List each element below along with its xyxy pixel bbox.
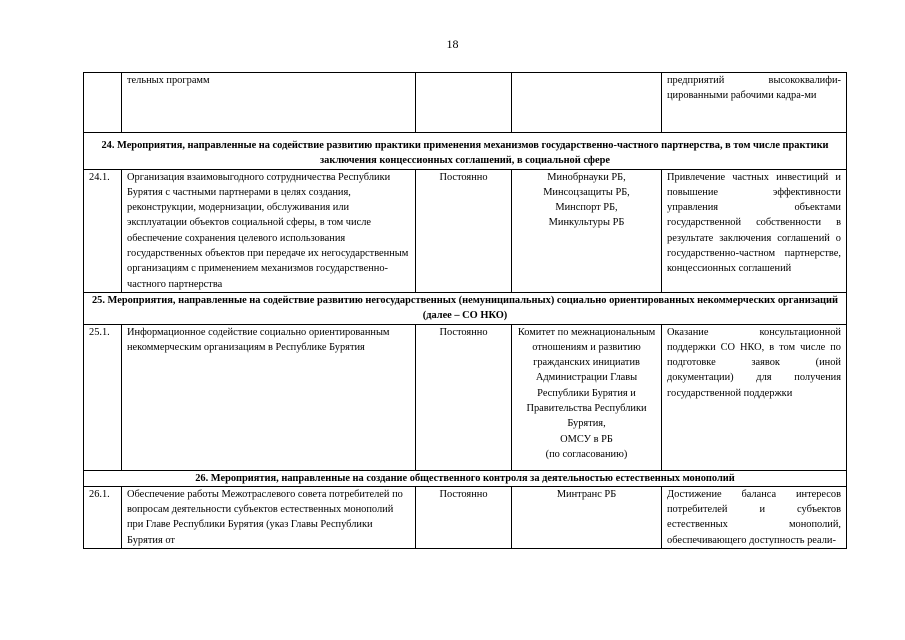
measure-name-cell: Информационное содействие социально ориентированным некоммерческим организациям в Республике Бурятия bbox=[122, 324, 416, 470]
section-heading-25 bbox=[84, 292, 847, 324]
result-cell: Достижение баланса интересов потребителей и субъектов естественных монополий, обеспечивающего доступность реали- bbox=[662, 486, 847, 548]
measure-name-cell: Обеспечение работы Межотраслевого совета потребителей по вопросам деятельности субъектов естественных монополий при Главе Республики Бурятия (указ Главы Республики Бурятия от bbox=[122, 486, 416, 548]
measure-name-cell: Организация взаимовыгодного сотрудничества Республики Бурятия с частными партнерами в целях создания, реконструкции, модернизации, обслуживания или эксплуатации объектов социальной сферы, в том числе обеспечение сохранения целевого использования государственных объектов при передаче их негосударственным организациям с применением механизмов государственно-частного партнерства bbox=[122, 169, 416, 292]
table-row-continued bbox=[84, 73, 847, 133]
row-number-cell: 26.1. bbox=[84, 486, 122, 548]
measure-name-cell: тельных программ bbox=[122, 73, 416, 133]
result-cell: предприятий высококвалифи-цированными рабочими кадра-ми bbox=[662, 73, 847, 133]
section-title: 26. Мероприятия, направленные на создание общественного контроля за деятельностью естественных монополий bbox=[84, 470, 847, 486]
term-cell: Постоянно bbox=[416, 169, 512, 292]
page-number: 18 bbox=[446, 37, 459, 51]
measures-table bbox=[83, 72, 847, 549]
term-cell bbox=[416, 73, 512, 133]
term-cell: Постоянно bbox=[416, 324, 512, 470]
table-row-25-1 bbox=[84, 324, 847, 470]
result-cell: Привлечение частных инвестиций и повышение эффективности управления объектами государственной собственности в результате заключения соглашений о государственно-частном партнерстве, концессионных соглашений bbox=[662, 169, 847, 292]
term-cell: Постоянно bbox=[416, 486, 512, 548]
row-number-cell bbox=[84, 73, 122, 133]
responsible-cell bbox=[512, 73, 662, 133]
row-number-cell: 24.1. bbox=[84, 169, 122, 292]
row-number-cell: 25.1. bbox=[84, 324, 122, 470]
table-row-26-1 bbox=[84, 486, 847, 548]
section-heading-26 bbox=[84, 470, 847, 486]
responsible-cell: Комитет по межнациональным отношениям и развитию гражданских инициатив Администрации Главы Республики Бурятия и Правительства Республики Бурятия, ОМСУ в РБ (по согласованию) bbox=[512, 324, 662, 470]
responsible-cell: Минтранс РБ bbox=[512, 486, 662, 548]
section-title: 24. Мероприятия, направленные на содействие развитию практики применения механизмов государственно-частного партнерства, в том числе практики заключения концессионных соглашений, в социальной сфере bbox=[84, 133, 847, 170]
section-heading-24 bbox=[84, 133, 847, 170]
responsible-cell: Минобрнауки РБ, Минсоцзащиты РБ, Минспорт РБ, Минкультуры РБ bbox=[512, 169, 662, 292]
section-title: 25. Мероприятия, направленные на содействие развитию негосударственных (немуниципальных) социально ориентированных некоммерческих организаций (далее – СО НКО) bbox=[84, 292, 847, 324]
table-row-24-1 bbox=[84, 169, 847, 292]
result-cell: Оказание консультационной поддержки СО НКО, в том числе по подготовке заявок (иной документации) для получения государственной поддержки bbox=[662, 324, 847, 470]
